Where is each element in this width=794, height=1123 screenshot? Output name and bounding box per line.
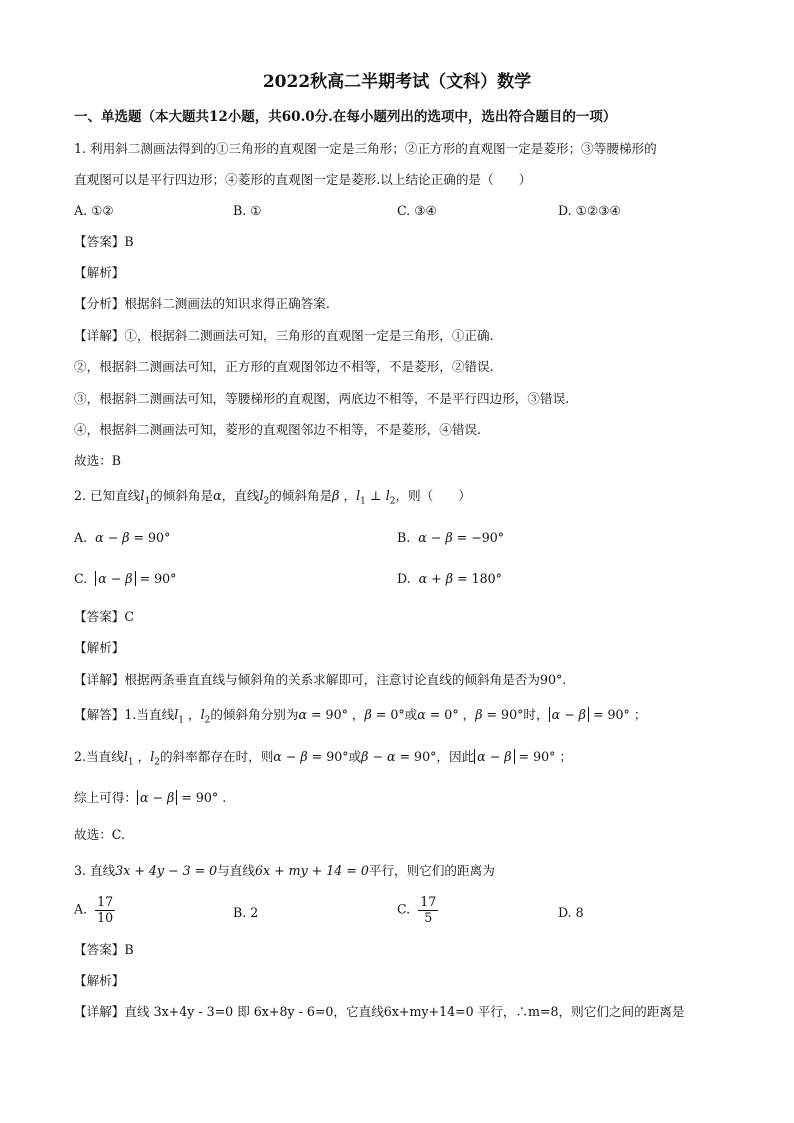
q1-analysis-head: 【解析】 xyxy=(74,265,125,280)
q1-stem-line2: 直观图可以是平行四边形；④菱形的直观图一定是菱形.以上结论正确的是（ ） xyxy=(74,172,532,187)
section-heading: 一、单选题（本大题共12小题，共60.0分.在每小题列出的选项中，选出符合题目的一项） xyxy=(74,109,617,125)
q1-choose: 故选：B xyxy=(74,453,122,468)
q2-option-a: A. α − β = 90° xyxy=(74,530,171,545)
q2-analysis-head: 【解析】 xyxy=(74,640,125,655)
q1-option-c: C. ③④ xyxy=(397,203,437,218)
q3-detail: 【详解】直线 3x+4y - 3=0 即 6x+8y - 6=0，它直线6x+my+14=0 平行，∴m=8，则它们之间的距离是 xyxy=(74,1004,685,1019)
q3-option-b: B. 2 xyxy=(233,905,259,920)
q1-option-a: A. ①② xyxy=(74,203,114,218)
q2-option-b: B. α − β = −90° xyxy=(397,530,505,545)
q3-option-a: A. $\frac{17}{10}$ xyxy=(74,894,114,925)
q2-solution-1: 【解答】1.当直线$l_1$ ，$l_2$的倾斜角分别为α = 90° ，β = 0°或α = 0° ，β = 90°时， α − β = 90° ； xyxy=(74,707,647,726)
q2-choose: 故选：C. xyxy=(74,827,125,842)
q3-analysis-head: 【解析】 xyxy=(74,973,125,988)
q1-fenxi: 【分析】根据斜二测画法的知识求得正确答案. xyxy=(74,296,330,311)
q1-detail-4: ④，根据斜二测画法可知，菱形的直观图邻边不相等，不是菱形，④错误. xyxy=(74,422,482,437)
q2-stem: 2. 已知直线$l_1$的倾斜角是α，直线$l_2$的倾斜角是β ，$l_1$ ⊥ $l_2$，则（ ） xyxy=(74,488,472,507)
page-title: 2022秋高二半期考试（文科）数学 xyxy=(262,72,532,92)
q2-answer: 【答案】C xyxy=(74,609,135,624)
q2-detail: 【详解】根据两条垂直直线与倾斜角的关系求解即可，注意讨论直线的倾斜角是否为90°. xyxy=(74,672,567,687)
q1-detail-3: ③，根据斜二测画法可知，等腰梯形的直观图，两底边不相等，不是平行四边形，③错误. xyxy=(74,391,570,406)
q1-detail-1: 【详解】①，根据斜二测画法可知，三角形的直观图一定是三角形，①正确. xyxy=(74,328,494,343)
q1-answer: 【答案】B xyxy=(74,234,134,249)
q1-stem-line1: 1. 利用斜二测画法得到的①三角形的直观图一定是三角形；②正方形的直观图一定是菱形；③等腰梯形的 xyxy=(74,141,657,156)
q2-option-c: C. α − β = 90° xyxy=(74,571,177,586)
q3-option-d: D. 8 xyxy=(558,905,584,920)
q1-option-b: B. ① xyxy=(233,203,262,218)
q2-option-d: D. α + β = 180° xyxy=(397,571,502,586)
q3-stem: 3. 直线3x + 4y − 3 = 0与直线6x + my + 14 = 0平行，则它们的距离为 xyxy=(74,863,495,878)
q2-summary: 综上可得： α − β = 90° . xyxy=(74,790,227,805)
q2-solution-2: 2.当直线$l_1$ ，$l_2$的斜率都存在时，则α − β = 90°或β − α = 90°，因此 α − β = 90° ； xyxy=(74,749,573,768)
q1-option-d: D. ①②③④ xyxy=(558,203,621,218)
q3-answer: 【答案】B xyxy=(74,942,134,957)
q1-detail-2: ②，根据斜二测画法可知，正方形的直观图邻边不相等，不是菱形，②错误. xyxy=(74,359,494,374)
q3-option-c: C. $\frac{17}{5}$ xyxy=(397,894,437,925)
